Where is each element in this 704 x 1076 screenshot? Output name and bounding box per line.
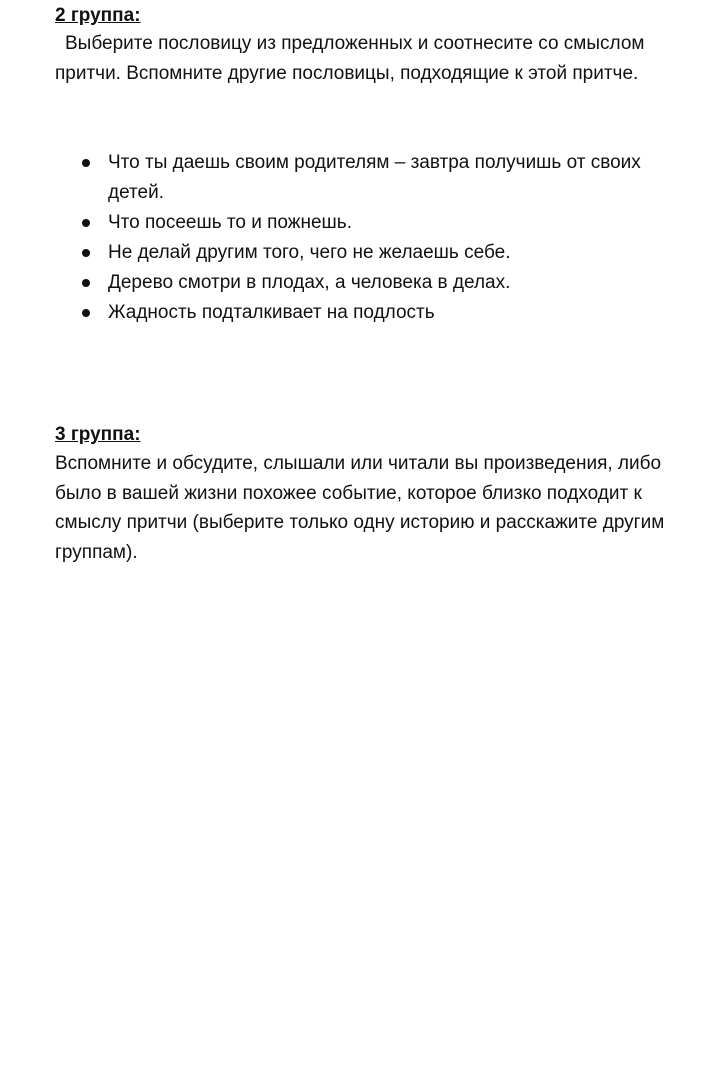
group3-instruction: Вспомните и обсудите, слышали или читали вы произведения, либо было в вашей жизни похожее событие, которое близко подходит к смыслу притчи (выберите только одну историю и расскажите другим группам).: [55, 453, 665, 563]
proverb-text: Жадность подталкивает на подлость: [108, 302, 435, 323]
bullet-icon: [82, 309, 90, 317]
proverb-text: Дерево смотри в плодах, а человека в делах.: [108, 272, 511, 293]
bullet-icon: [82, 159, 90, 167]
bullet-icon: [82, 219, 90, 227]
group2-heading: 2 группа:: [55, 5, 141, 26]
proverb-item: [78, 298, 678, 328]
bullet-icon: [82, 279, 90, 287]
proverb-text: Не делай другим того, чего не желаешь себе.: [108, 242, 511, 263]
proverb-item: [78, 208, 678, 238]
bullet-icon: [82, 249, 90, 257]
proverb-item: [78, 238, 678, 268]
proverb-list: [78, 148, 678, 328]
proverb-item: [78, 148, 678, 208]
proverb-text: Что посеешь то и пожнешь.: [108, 212, 352, 233]
proverb-item: [78, 268, 678, 298]
proverb-text: Что ты даешь своим родителям – завтра получишь от своих детей.: [108, 152, 641, 203]
group2-instruction: Выберите пословицу из предложенных и соотнесите со смыслом притчи. Вспомните другие пословицы, подходящие к этой притче.: [55, 33, 645, 84]
group3-heading: 3 группа:: [55, 424, 141, 445]
